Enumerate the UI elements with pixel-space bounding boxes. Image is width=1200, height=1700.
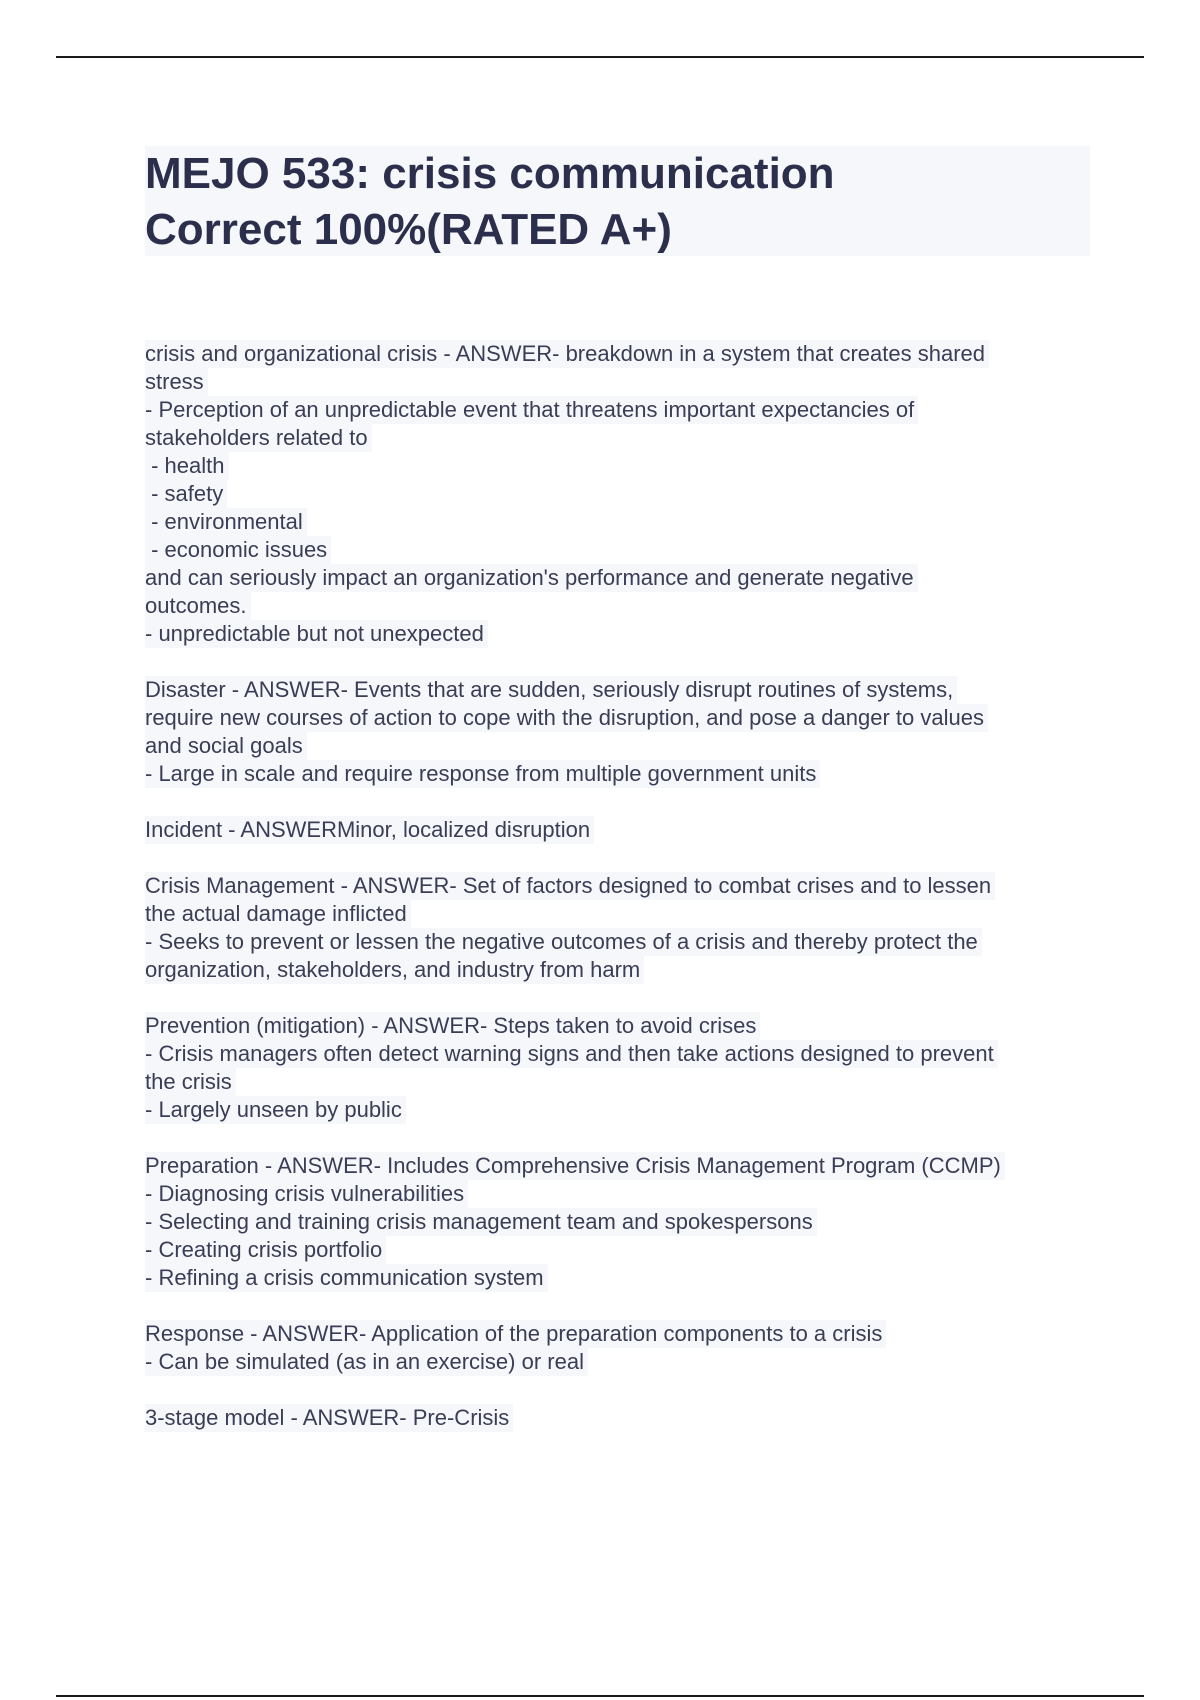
qa-term-line: Preparation - ANSWER- Includes Comprehensive Crisis Management Program (CCMP) [145, 1152, 1005, 1180]
qa-answer-line: outcomes. [145, 592, 251, 620]
qa-answer-line: - unpredictable but not unexpected [145, 620, 488, 648]
qa-answer-line: and can seriously impact an organization's performance and generate negative [145, 564, 918, 592]
qa-answer-line: - Creating crisis portfolio [145, 1236, 386, 1264]
qa-answer-line: - Crisis managers often detect warning signs and then take actions designed to prevent [145, 1040, 998, 1068]
qa-answer-line: stress [145, 368, 208, 396]
qa-answer-line: the actual damage inflicted [145, 900, 411, 928]
qa-term-line: Response - ANSWER- Application of the preparation components to a crisis [145, 1320, 886, 1348]
qa-answer-line: organization, stakeholders, and industry from harm [145, 956, 644, 984]
qa-term-line: Prevention (mitigation) - ANSWER- Steps taken to avoid crises [145, 1012, 760, 1040]
qa-term-line: crisis and organizational crisis - ANSWER- breakdown in a system that creates shared [145, 340, 989, 368]
title-line-2: Correct 100%(RATED A+) [145, 205, 672, 254]
qa-answer-line: the crisis [145, 1068, 236, 1096]
qa-term-line: Disaster - ANSWER- Events that are sudden, seriously disrupt routines of systems, [145, 676, 957, 704]
qa-term-line: Incident - ANSWERMinor, localized disruption [145, 816, 594, 844]
qa-term-line: 3-stage model - ANSWER- Pre-Crisis [145, 1404, 513, 1432]
bottom-rule [56, 1695, 1144, 1697]
qa-answer-line: require new courses of action to cope with the disruption, and pose a danger to values [145, 704, 988, 732]
qa-answer-line: - Perception of an unpredictable event that threatens important expectancies of [145, 396, 918, 424]
qa-term-line: Crisis Management - ANSWER- Set of factors designed to combat crises and to lessen [145, 872, 995, 900]
qa-answer-line: stakeholders related to [145, 424, 372, 452]
qa-answer-line: - Largely unseen by public [145, 1096, 406, 1124]
title-line-1: MEJO 533: crisis communication [145, 149, 835, 198]
qa-answer-line: - safety [145, 480, 227, 508]
qa-answer-line: - Refining a crisis communication system [145, 1264, 548, 1292]
qa-answer-line: - environmental [145, 508, 307, 536]
qa-answer-line: - health [145, 452, 229, 480]
qa-answer-line: - Large in scale and require response from multiple government units [145, 760, 820, 788]
qa-answer-line: - Selecting and training crisis management team and spokespersons [145, 1208, 817, 1236]
qa-answer-line: - Seeks to prevent or lessen the negative outcomes of a crisis and thereby protect the [145, 928, 982, 956]
top-rule [56, 56, 1144, 58]
qa-answer-line: and social goals [145, 732, 307, 760]
qa-answer-line: - economic issues [145, 536, 331, 564]
qa-answer-line: - Can be simulated (as in an exercise) or real [145, 1348, 588, 1376]
document-title [145, 146, 1090, 256]
qa-answer-line: - Diagnosing crisis vulnerabilities [145, 1180, 468, 1208]
